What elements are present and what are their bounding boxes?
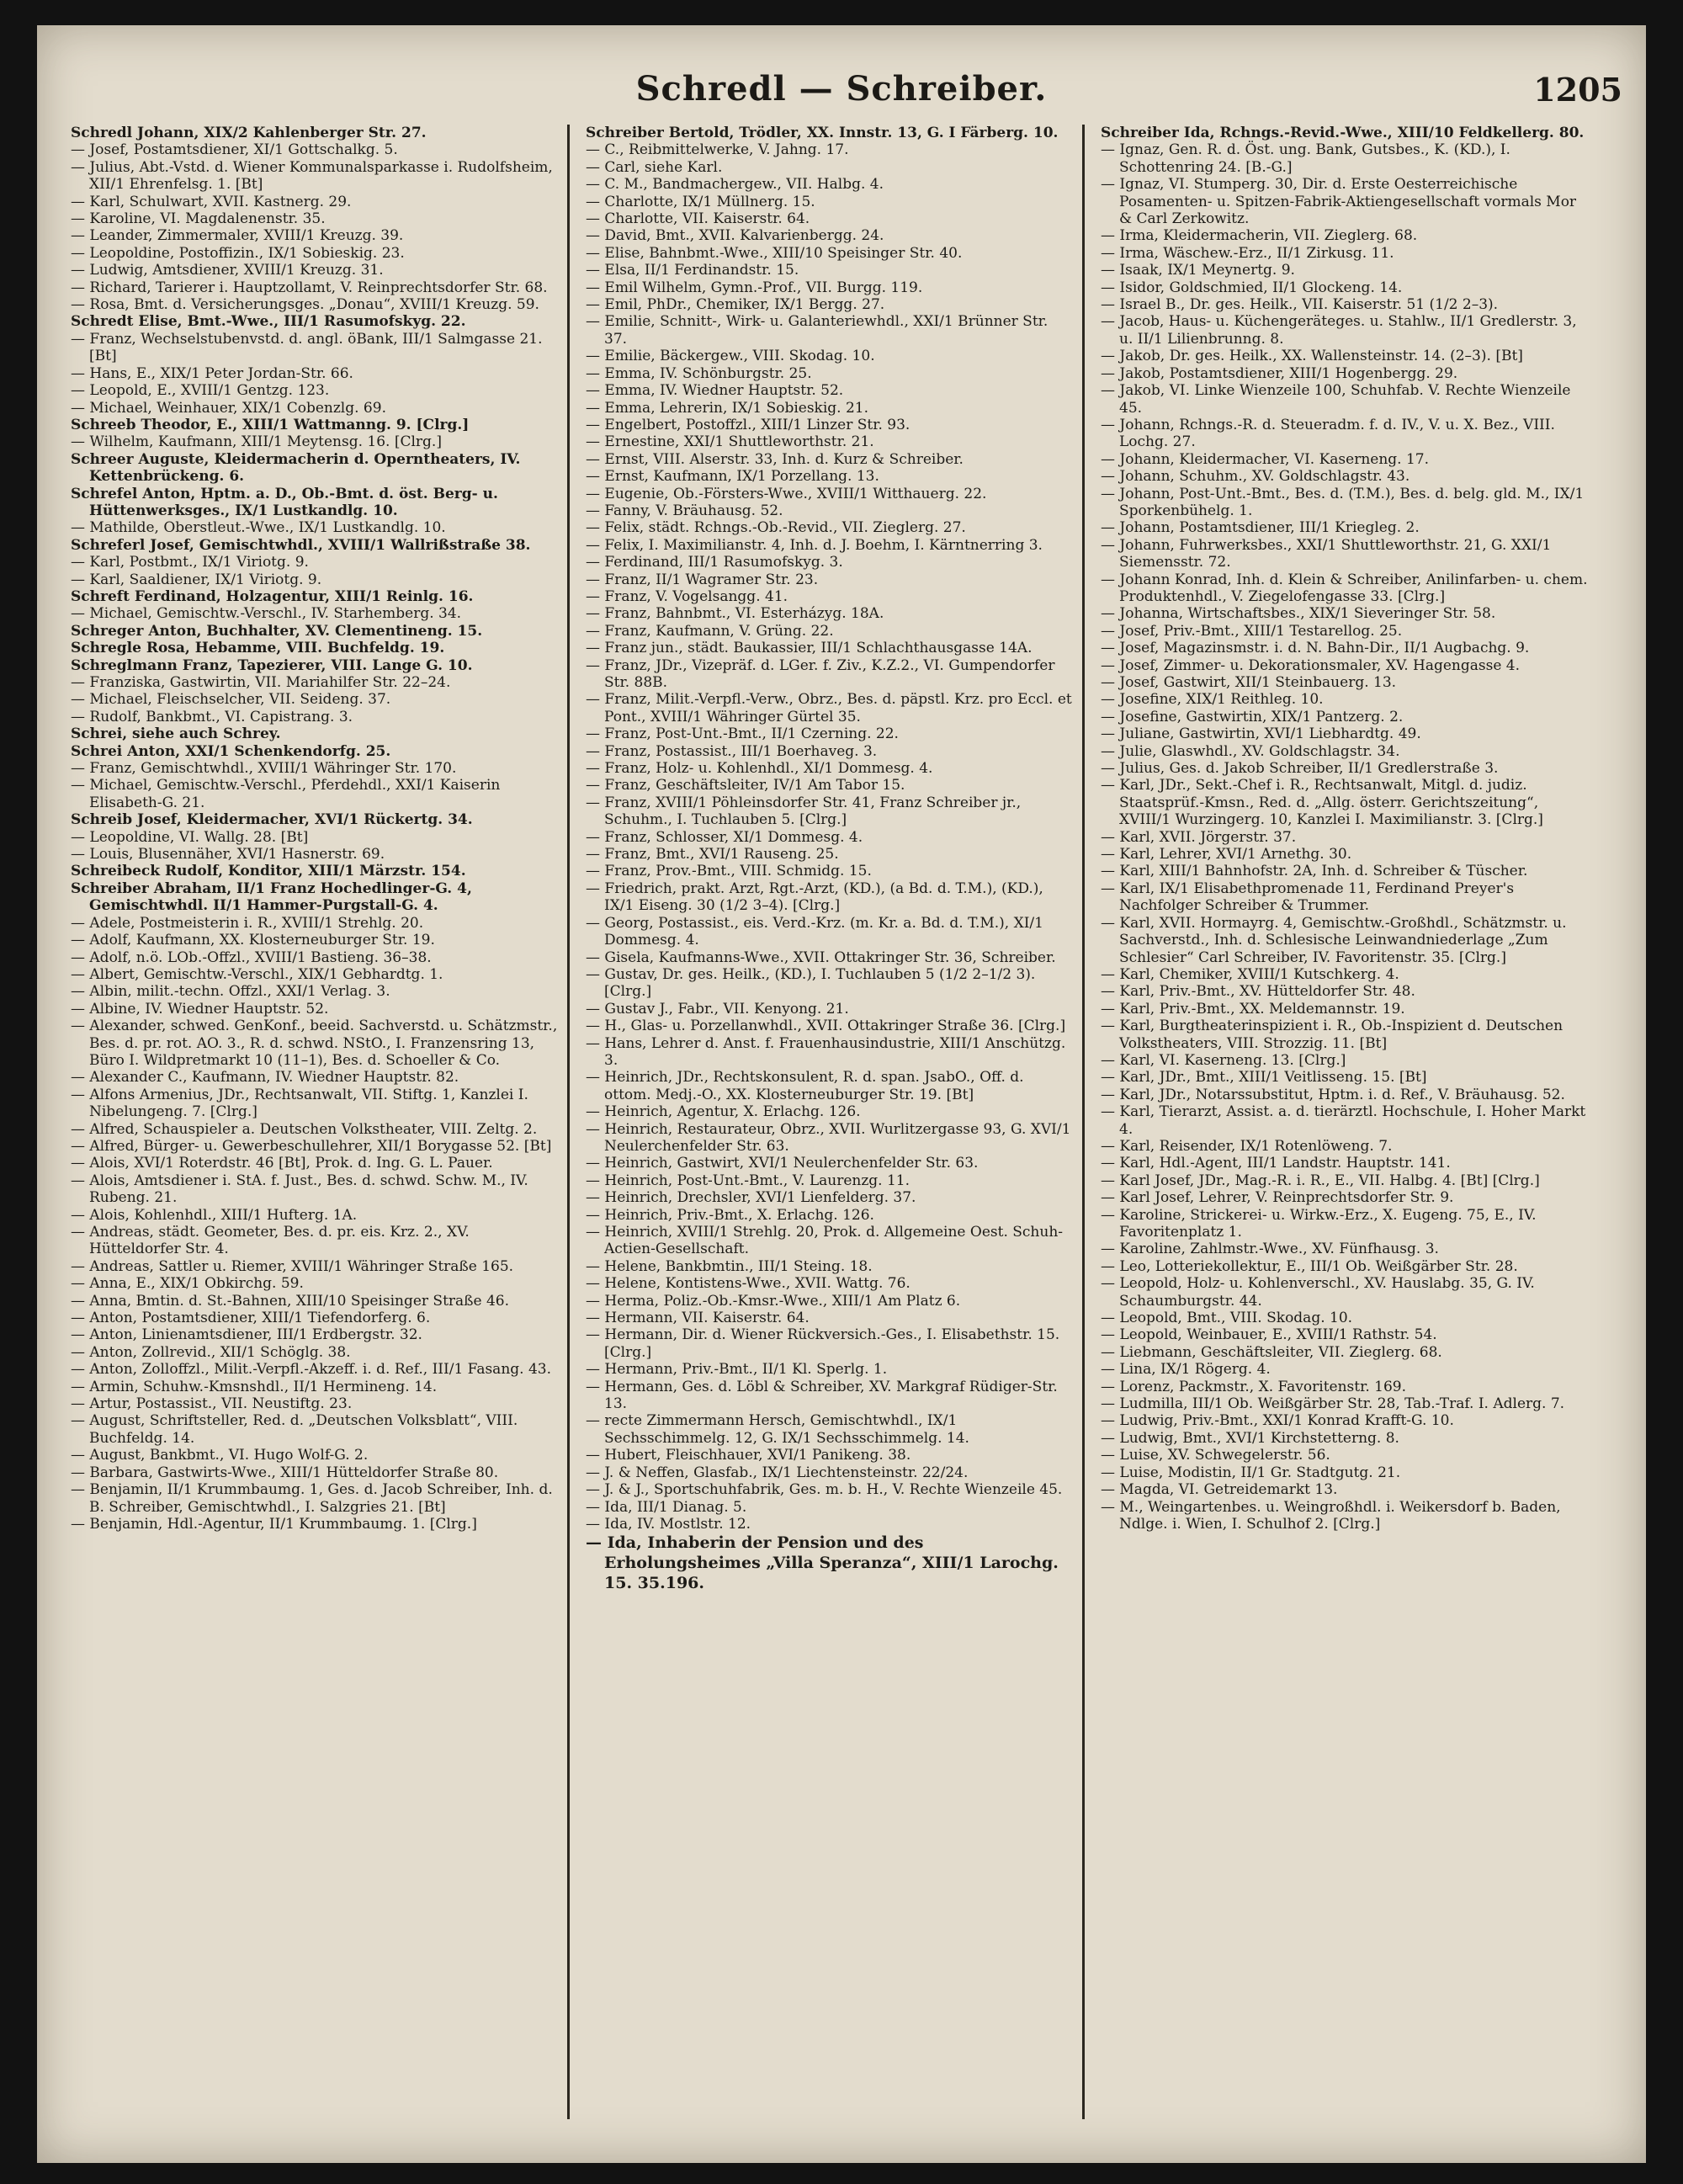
directory-entry: — Karl, XVII. Hormayrg. 4, Gemischtw.-Großhdl., Schätzmstr. u. Sachverstd., Inh. d. Schlesische Leinwandniederlage „Zum Schlesier“ Carl Schreiber, IV. Favoritenstr. 35. [Clrg.] (1101, 914, 1567, 966)
directory-entry: — recte Zimmermann Hersch, Gemischtwhdl., IX/1 Sechsschimmelg. 12, G. IX/1 Sechsschimmelg. 14. (586, 1412, 969, 1447)
directory-entry: Schregle Rosa, Hebamme, VIII. Buchfeldg. 19. (71, 640, 445, 657)
directory-entry: — Ida, III/1 Dianag. 5. (586, 1498, 747, 1516)
directory-entry: — Mathilde, Oberstleut.-Wwe., IX/1 Lustkandlg. 10. (71, 519, 446, 537)
directory-entry: — Julius, Abt.-Vstd. d. Wiener Kommunalsparkasse i. Rudolfsheim, XII/1 Ehrenfelsg. 1. [Bt] (71, 158, 553, 194)
directory-page (37, 25, 1646, 2163)
directory-entry: — Karl, Reisender, IX/1 Rotenlöweng. 7. (1101, 1137, 1393, 1155)
directory-entry: — Michael, Gemischtw.-Verschl., IV. Starhemberg. 34. (71, 605, 462, 623)
directory-entry: — Albine, IV. Wiedner Hauptstr. 52. (71, 1000, 329, 1018)
directory-entry: — Emma, Lehrerin, IX/1 Sobieskig. 21. (586, 399, 869, 417)
directory-entry: — Leopold, Bmt., VIII. Skodag. 10. (1101, 1310, 1353, 1327)
directory-entry: — Alfred, Schauspieler a. Deutschen Volkstheater, VIII. Zeltg. 2. (71, 1120, 538, 1138)
directory-entry: — J. & Neffen, Glasfab., IX/1 Liechtensteinstr. 22/24. (586, 1464, 969, 1481)
directory-entry: — Richard, Tarierer i. Hauptzollamt, V. Reinprechtsdorfer Str. 68. (71, 279, 548, 296)
directory-entry: Schreglmann Franz, Tapezierer, VIII. Lange G. 10. (71, 656, 473, 674)
directory-entry: — Leopold, E., XVIII/1 Gentzg. 123. (71, 382, 330, 400)
directory-entry: — Adele, Postmeisterin i. R., XVIII/1 Strehlg. 20. (71, 914, 424, 932)
directory-entry: Schreib Josef, Kleidermacher, XVI/1 Rückertg. 34. (71, 811, 473, 829)
directory-entry: — Ignaz, Gen. R. d. Öst. ung. Bank, Gutsbes., K. (KD.), I. Schottenring 24. [B.-G.] (1101, 141, 1510, 176)
directory-entry: — Hermann, Ges. d. Löbl & Schreiber, XV. Markgraf Rüdiger-Str. 13. (586, 1378, 1058, 1413)
directory-entry: — Leo, Lotteriekollektur, E., III/1 Ob. Weißgärber Str. 28. (1101, 1257, 1518, 1275)
directory-entry: — Karl, Priv.-Bmt., XV. Hütteldorfer Str. 48. (1101, 983, 1415, 1001)
directory-entry: — Jakob, Postamtsdiener, XIII/1 Hogenbergg. 29. (1101, 364, 1458, 382)
directory-entry: Schreiber Ida, Rchngs.-Revid.-Wwe., XIII/10 Feldkellerg. 80. (1101, 125, 1585, 141)
directory-entry: — Josefine, XIX/1 Reithleg. 10. (1101, 691, 1324, 709)
directory-entry: — Benjamin, Hdl.-Agentur, II/1 Krummbaumg. 1. [Clrg.] (71, 1515, 477, 1533)
directory-entry: Schreiber Abraham, II/1 Franz Hochedlinger-G. 4, Gemischtwhdl. II/1 Hammer-Purgstall-G. 4. (71, 879, 472, 915)
directory-entry: — Franziska, Gastwirtin, VII. Mariahilfer Str. 22–24. (71, 674, 451, 691)
directory-entry: Schrefel Anton, Hptm. a. D., Ob.-Bmt. d. öst. Berg- u. Hüttenwerksges., IX/1 Lustkandlg. 10. (71, 485, 498, 519)
directory-entry: — Michael, Gemischtw.-Verschl., Pferdehdl., XXI/1 Kaiserin Elisabeth-G. 21. (71, 777, 501, 811)
directory-entry: — M., Weingartenbes. u. Weingroßhdl. i. Weikersdorf b. Baden, Ndlge. i. Wien, I. Schulhof 2. [Clrg.] (1101, 1498, 1561, 1533)
directory-entry: — Heinrich, Post-Unt.-Bmt., V. Laurenzg. 11. (586, 1172, 911, 1189)
directory-entry: — Franz, Prov.-Bmt., VIII. Schmidg. 15. (586, 863, 872, 880)
directory-entry: — Michael, Weinhauer, XIX/1 Cobenzlg. 69. (71, 399, 386, 417)
directory-entry: — Karl Josef, Lehrer, V. Reinprechtsdorfer Str. 9. (1101, 1189, 1454, 1207)
directory-entry: — Franz, Post-Unt.-Bmt., II/1 Czerning. 22. (586, 725, 899, 743)
directory-entry: — Franz, Wechselstubenvstd. d. angl. öBank, III/1 Salmgasse 21. [Bt] (71, 330, 543, 365)
directory-entry: — Ernestine, XXI/1 Shuttleworthstr. 21. (586, 433, 874, 451)
directory-entry: — Elsa, II/1 Ferdinandstr. 15. (586, 262, 799, 279)
directory-entry: — Josef, Magazinsmstr. i. d. N. Bahn-Dir., II/1 Augbachg. 9. (1101, 640, 1530, 657)
directory-entry: — Leopold, Weinbauer, E., XVIII/1 Rathstr. 54. (1101, 1326, 1437, 1344)
directory-entry: — Louis, Blusennäher, XVI/1 Hasnerstr. 69. (71, 846, 385, 864)
directory-entry: — Hermann, Priv.-Bmt., II/1 Kl. Sperlg. 1. (586, 1361, 888, 1379)
directory-entry: — Eugenie, Ob.-Försters-Wwe., XVIII/1 Witthauerg. 22. (586, 485, 987, 502)
directory-entry: — Franz, Bahnbmt., VI. Esterházyg. 18A. (586, 605, 884, 623)
directory-entry: — Gustav J., Fabr., VII. Kenyong. 21. (586, 1000, 849, 1018)
running-title: Schredl — Schreiber. (635, 69, 1048, 109)
directory-entry: — Michael, Fleischselcher, VII. Seideng. 37. (71, 691, 391, 709)
directory-entry: — Charlotte, IX/1 Müllnerg. 15. (586, 193, 815, 210)
directory-entry: — Magda, VI. Getreidemarkt 13. (1101, 1481, 1338, 1499)
directory-entry: — Heinrich, Agentur, X. Erlachg. 126. (586, 1103, 861, 1121)
directory-entry: — Rosa, Bmt. d. Versicherungsges. „Donau“, XVIII/1 Kreuzg. 59. (71, 296, 539, 314)
column-rule-2 (1082, 125, 1085, 2119)
directory-entry: — Emil, PhDr., Chemiker, IX/1 Bergg. 27. (586, 296, 885, 314)
directory-entry: — Anna, Bmtin. d. St.-Bahnen, XIII/10 Speisinger Straße 46. (71, 1292, 510, 1310)
directory-entry: — Hermann, Dir. d. Wiener Rückversich.-Ges., I. Elisabethstr. 15. [Clrg.] (586, 1326, 1060, 1361)
directory-entry: — Ignaz, VI. Stumperg. 30, Dir. d. Erste Oesterreichische Posamenten- u. Spitzen-Fabrik-Aktiengesellschaft vormals Mor & Carl Zerkowitz. (1101, 176, 1577, 228)
directory-entry: Schreer Auguste, Kleidermacherin d. Operntheaters, IV. Kettenbrückeng. 6. (71, 450, 521, 486)
directory-entry: — Lorenz, Packmstr., X. Favoritenstr. 169. (1101, 1378, 1407, 1395)
directory-entry: — Josef, Priv.-Bmt., XIII/1 Testarellog. 25. (1101, 622, 1403, 640)
directory-entry: — Fanny, V. Bräuhausg. 52. (586, 502, 783, 519)
directory-entry: — Anton, Linienamtsdiener, III/1 Erdbergstr. 32. (71, 1326, 422, 1344)
directory-entry: — August, Schriftsteller, Red. d. „Deutschen Volksblatt“, VIII. Buchfeldg. 14. (71, 1412, 518, 1447)
directory-entry: — Felix, städt. Rchngs.-Ob.-Revid., VII. Zieglerg. 27. (586, 519, 966, 537)
directory-entry: — Leopold, Holz- u. Kohlenverschl., XV. Hauslabg. 35, G. IV. Schaumburgstr. 44. (1101, 1275, 1535, 1310)
directory-entry: — Jakob, Dr. ges. Heilk., XX. Wallensteinstr. 14. (2–3). [Bt] (1101, 348, 1523, 365)
directory-entry: Schrei Anton, XXI/1 Schenkendorfg. 25. (71, 742, 391, 760)
directory-entry: Schreferl Josef, Gemischtwhdl., XVIII/1 Wallrißstraße 38. (71, 536, 531, 554)
directory-entry: — Johann, Postamtsdiener, III/1 Kriegleg. 2. (1101, 519, 1420, 537)
directory-entry: — Ludwig, Bmt., XVI/1 Kirchstetterng. 8. (1101, 1429, 1399, 1447)
directory-entry: — Karoline, VI. Magdalenenstr. 35. (71, 210, 326, 228)
directory-entry: — Alfons Armenius, JDr., Rechtsanwalt, VII. Stiftg. 1, Kanzlei I. Nibelungeng. 7. [Clrg.] (71, 1086, 528, 1121)
column-2 (586, 125, 1074, 2128)
directory-entry: Schredl Johann, XIX/2 Kahlenberger Str. 27. (71, 125, 427, 141)
directory-entry: — Alfred, Bürger- u. Gewerbeschullehrer, XII/1 Borygasse 52. [Bt] (71, 1137, 552, 1155)
directory-entry: — J. & J., Sportschuhfabrik, Ges. m. b. H., V. Rechte Wienzeile 45. (586, 1481, 1063, 1499)
directory-entry: — Lina, IX/1 Rögerg. 4. (1101, 1361, 1271, 1379)
directory-entry: — Karl, XVII. Jörgerstr. 37. (1101, 828, 1297, 846)
directory-entry: — Karl, Chemiker, XVIII/1 Kutschkerg. 4. (1101, 965, 1399, 983)
directory-entry: — Franz, Holz- u. Kohlenhdl., XI/1 Dommesg. 4. (586, 760, 933, 778)
directory-entry: — Alois, Amtsdiener i. StA. f. Just., Bes. d. schwd. Schw. M., IV. Rubeng. 21. (71, 1172, 528, 1207)
directory-entry: — Luise, XV. Schwegelerstr. 56. (1101, 1447, 1330, 1464)
directory-entry: — Hans, E., XIX/1 Peter Jordan-Str. 66. (71, 364, 353, 382)
directory-entry: — Alois, Kohlenhdl., XIII/1 Hufterg. 1A. (71, 1206, 358, 1224)
directory-entry: — Franz, JDr., Vizepräf. d. LGer. f. Ziv., K.Z.2., VI. Gumpendorfer Str. 88B. (586, 656, 1055, 691)
page-number: 1205 (1533, 71, 1622, 109)
directory-entry: — Ernst, Kaufmann, IX/1 Porzellang. 13. (586, 468, 879, 486)
directory-entry: — Emil Wilhelm, Gymn.-Prof., VII. Burgg. 119. (586, 279, 923, 296)
directory-entry: — Gisela, Kaufmanns-Wwe., XVII. Ottakringer Str. 36, Schreiber. (586, 949, 1056, 966)
directory-entry: — Karl, Tierarzt, Assist. a. d. tierärztl. Hochschule, I. Hoher Markt 4. (1101, 1103, 1586, 1138)
directory-entry: — Johann, Post-Unt.-Bmt., Bes. d. (T.M.), Bes. d. belg. gld. M., IX/1 Sporkenbühelg. 1. (1101, 485, 1585, 519)
directory-entry: — Julius, Ges. d. Jakob Schreiber, II/1 Gredlerstraße 3. (1101, 760, 1499, 778)
directory-entry: — Franz, Kaufmann, V. Grüng. 22. (586, 622, 834, 640)
column-3 (1101, 125, 1589, 2128)
directory-entry: — Felix, I. Maximilianstr. 4, Inh. d. J. Boehm, I. Kärntnerring 3. (586, 536, 1043, 554)
directory-entry: — Franz, Milit.-Verpfl.-Verw., Obrz., Bes. d. päpstl. Krz. pro Eccl. et Pont., XVIII/1 Währinger Gürtel 35. (586, 691, 1072, 725)
directory-entry: — Andreas, Sattler u. Riemer, XVIII/1 Währinger Straße 165. (71, 1257, 514, 1275)
directory-entry: — Anton, Zollrevid., XII/1 Schöglg. 38. (71, 1343, 351, 1361)
directory-entry: — Karoline, Strickerei- u. Wirkw.-Erz., X. Eugeng. 75, E., IV. Favoritenplatz 1. (1101, 1206, 1537, 1241)
directory-entry: — Josefine, Gastwirtin, XIX/1 Pantzerg. 2. (1101, 708, 1404, 725)
directory-entry: — David, Bmt., XVII. Kalvarienbergg. 24. (586, 227, 884, 245)
directory-entry: — Karl, IX/1 Elisabethpromenade 11, Ferdinand Preyer's Nachfolger Schreiber & Trummer. (1101, 879, 1515, 915)
directory-entry: — Johanna, Wirtschaftsbes., XIX/1 Sieveringer Str. 58. (1101, 605, 1496, 623)
directory-entry: — Karl, JDr., Sekt.-Chef i. R., Rechtsanwalt, Mitgl. d. judiz. Staatsprüf.-Kmsn., Red. d. „Allg. österr. Gerichtszeitung“, XVIII/1 Wurzingerg. 10, Kanzlei I. Maximilianstr. 3. [Clrg.] (1101, 777, 1543, 829)
directory-entry: — Juliane, Gastwirtin, XVI/1 Liebhardtg. 49. (1101, 725, 1421, 743)
directory-entry: — Jacob, Haus- u. Küchengeräteges. u. Stahlw., II/1 Gredlerstr. 3, u. II/1 Lilienbrunng. 8. (1101, 313, 1577, 348)
directory-entry: — Karl, Postbmt., IX/1 Viriotg. 9. (71, 554, 309, 571)
directory-entry: — Heinrich, Gastwirt, XVI/1 Neulerchenfelder Str. 63. (586, 1155, 979, 1172)
directory-entry: — Gustav, Dr. ges. Heilk., (KD.), I. Tuchlauben 5 (1/2 2–1/2 3). [Clrg.] (586, 965, 1036, 1001)
directory-entry: — Franz, XVIII/1 Pöhleinsdorfer Str. 41, Franz Schreiber jr., Schuhm., I. Tuchlauben 5. [Clrg.] (586, 794, 1022, 829)
directory-entry: — Johann Konrad, Inh. d. Klein & Schreiber, Anilinfarben- u. chem. Produktenhdl., V. Ziegelofengasse 33. [Clrg.] (1101, 571, 1588, 605)
directory-entry: — Karl, Hdl.-Agent, III/1 Landstr. Hauptstr. 141. (1101, 1155, 1451, 1172)
directory-entry: — Heinrich, Drechsler, XVI/1 Lienfelderg. 37. (586, 1189, 916, 1207)
directory-entry: — Johann, Fuhrwerksbes., XXI/1 Shuttleworthstr. 21, G. XXI/1 Siemensstr. 72. (1101, 536, 1552, 571)
directory-entry: — Emilie, Schnitt-, Wirk- u. Galanteriewhdl., XXI/1 Brünner Str. 37. (586, 313, 1049, 348)
directory-entry: Schrei, siehe auch Schrey. (71, 725, 281, 743)
directory-entry: — Leopoldine, VI. Wallg. 28. [Bt] (71, 828, 309, 846)
directory-entry: — Ludmilla, III/1 Ob. Weißgärber Str. 28, Tab.-Traf. I. Adlerg. 7. (1101, 1395, 1565, 1413)
directory-entry: — Ferdinand, III/1 Rasumofskyg. 3. (586, 554, 843, 571)
directory-entry: — Helene, Bankbmtin., III/1 Steing. 18. (586, 1257, 873, 1275)
directory-entry: — Luise, Modistin, II/1 Gr. Stadtgutg. 21. (1101, 1464, 1401, 1481)
directory-entry: — Franz, Gemischtwhdl., XVIII/1 Währinger Str. 170. (71, 760, 457, 778)
directory-entry: — Charlotte, VII. Kaiserstr. 64. (586, 210, 810, 228)
directory-entry: — C. M., Bandmachergew., VII. Halbg. 4. (586, 176, 884, 194)
directory-entry: — Julie, Glaswhdl., XV. Goldschlagstr. 34. (1101, 742, 1400, 760)
directory-entry: — Elise, Bahnbmt.-Wwe., XIII/10 Speisinger Str. 40. (586, 244, 963, 262)
directory-entry: — Isidor, Goldschmied, II/1 Glockeng. 14. (1101, 279, 1403, 296)
directory-entry: — Helene, Kontistens-Wwe., XVII. Wattg. 76. (586, 1275, 911, 1293)
directory-entry: — Liebmann, Geschäftsleiter, VII. Zieglerg. 68. (1101, 1343, 1442, 1361)
directory-entry: — Hubert, Fleischhauer, XVI/1 Panikeng. 38. (586, 1447, 911, 1464)
directory-entry: — Heinrich, Priv.-Bmt., X. Erlachg. 126. (586, 1206, 874, 1224)
directory-entry: — Heinrich, XVIII/1 Strehlg. 20, Prok. d. Allgemeine Oest. Schuh-Actien-Gesellschaft. (586, 1224, 1064, 1258)
directory-entry: — Ida, Inhaberin der Pension und des Erholungsheimes „Villa Speranza“, XIII/1 Larochg. 15. 35.196. (586, 1533, 1059, 1593)
directory-entry: — Rudolf, Bankbmt., VI. Capistrang. 3. (71, 708, 353, 725)
directory-entry: — Alexander, schwed. GenKonf., beeid. Sachverstd. u. Schätzmstr., Bes. d. pr. rot. AO. 3., R. d. schwd. NStO., I. Franzensring 13, Büro I. Wildpretmarkt 10 (11–1), Bes. d. Schoeller & Co. (71, 1018, 558, 1069)
directory-entry: — Friedrich, prakt. Arzt, Rgt.-Arzt, (KD.), (a Bd. d. T.M.), (KD.), IX/1 Eiseng. 30 (1/2 3–4). [Clrg.] (586, 879, 1043, 915)
directory-entry: — Franz, Schlosser, XI/1 Dommesg. 4. (586, 828, 863, 846)
directory-entry: — Karoline, Zahlmstr.-Wwe., XV. Fünfhausg. 3. (1101, 1241, 1439, 1258)
directory-entry: — Josef, Gastwirt, XII/1 Steinbauerg. 13. (1101, 674, 1397, 691)
directory-entry: — Armin, Schuhw.-Kmsnshdl., II/1 Hermineng. 14. (71, 1378, 438, 1395)
directory-entry: — Emma, IV. Wiedner Hauptstr. 52. (586, 382, 844, 400)
directory-entry: — Israel B., Dr. ges. Heilk., VII. Kaiserstr. 51 (1/2 2–3). (1101, 296, 1499, 314)
directory-entry: — H., Glas- u. Porzellanwhdl., XVII. Ottakringer Straße 36. [Clrg.] (586, 1018, 1066, 1035)
directory-entry: — Ludwig, Priv.-Bmt., XXI/1 Konrad Krafft-G. 10. (1101, 1412, 1454, 1430)
directory-entry: — Anton, Postamtsdiener, XIII/1 Tiefendorferg. 6. (71, 1310, 431, 1327)
directory-entry: — Ernst, VIII. Alserstr. 33, Inh. d. Kurz & Schreiber. (586, 450, 964, 468)
column-rule-1 (567, 125, 570, 2119)
directory-entry: — August, Bankbmt., VI. Hugo Wolf-G. 2. (71, 1447, 369, 1464)
directory-entry: — Leopoldine, Postoffizin., IX/1 Sobieskig. 23. (71, 244, 405, 262)
directory-entry: — Carl, siehe Karl. (586, 158, 723, 176)
directory-entry: — Heinrich, Restaurateur, Obrz., XVII. Wurlitzergasse 93, G. XVI/1 Neulerchenfelder Str. 63. (586, 1120, 1071, 1155)
directory-entry: — Artur, Postassist., VII. Neustiftg. 23. (71, 1395, 353, 1413)
directory-entry: — Anton, Zolloffzl., Milit.-Verpfl.-Akzeff. i. d. Ref., III/1 Fasang. 43. (71, 1361, 551, 1379)
directory-entry: — Emilie, Bäckergew., VIII. Skodag. 10. (586, 348, 875, 365)
directory-entry: — Josef, Postamtsdiener, XI/1 Gottschalkg. 5. (71, 141, 398, 159)
directory-entry: Schreibeck Rudolf, Konditor, XIII/1 Märzstr. 154. (71, 863, 466, 880)
directory-entry: — C., Reibmittelwerke, V. Jahng. 17. (586, 141, 849, 159)
directory-entry: — Karl, Schulwart, XVII. Kastnerg. 29. (71, 193, 352, 210)
directory-entry: — Karl, XIII/1 Bahnhofstr. 2A, Inh. d. Schreiber & Tüscher. (1101, 863, 1528, 880)
directory-entry: — Franz, Postassist., III/1 Boerhaveg. 3. (586, 742, 878, 760)
directory-entry: — Barbara, Gastwirts-Wwe., XIII/1 Hütteldorfer Straße 80. (71, 1464, 499, 1481)
directory-entry: — Georg, Postassist., eis. Verd.-Krz. (m. Kr. a. Bd. d. T.M.), XI/1 Dommesg. 4. (586, 914, 1043, 949)
directory-entry: — Johann, Rchngs.-R. d. Steueradm. f. d. IV., V. u. X. Bez., VIII. Lochg. 27. (1101, 416, 1555, 451)
directory-entry: — Hans, Lehrer d. Anst. f. Frauenhausindustrie, XIII/1 Anschützg. 3. (586, 1034, 1066, 1069)
directory-entry: — Karl, JDr., Notarssubstitut, Hptm. i. d. Ref., V. Bräuhausg. 52. (1101, 1086, 1565, 1103)
directory-entry: — Adolf, Kaufmann, XX. Klosterneuburger Str. 19. (71, 932, 435, 949)
directory-entry: — Johann, Schuhm., XV. Goldschlagstr. 43. (1101, 468, 1410, 486)
page-header (37, 59, 1646, 118)
directory-entry: — Ludwig, Amtsdiener, XVIII/1 Kreuzg. 31. (71, 262, 384, 279)
directory-entry: — Emma, IV. Schönburgstr. 25. (586, 364, 812, 382)
directory-entry: — Franz, Geschäftsleiter, IV/1 Am Tabor 15. (586, 777, 905, 794)
directory-entry: — Franz, II/1 Wagramer Str. 23. (586, 571, 819, 588)
directory-entry: Schreiber Bertold, Trödler, XX. Innstr. 13, G. I Färberg. 10. (586, 125, 1059, 141)
directory-entry: — Anna, E., XIX/1 Obkirchg. 59. (71, 1275, 304, 1293)
directory-entry: — Karl, Lehrer, XVI/1 Arnethg. 30. (1101, 846, 1352, 864)
directory-entry: — Alexander C., Kaufmann, IV. Wiedner Hauptstr. 82. (71, 1069, 459, 1087)
directory-entry: — Heinrich, JDr., Rechtskonsulent, R. d. span. JsabO., Off. d. ottom. Medj.-O., XX. Klosterneuburger Str. 19. [Bt] (586, 1069, 1024, 1103)
directory-entry: — Herma, Poliz.-Ob.-Kmsr.-Wwe., XIII/1 Am Platz 6. (586, 1292, 961, 1310)
directory-entry: Schreger Anton, Buchhalter, XV. Clementineng. 15. (71, 622, 483, 640)
directory-entry: — Wilhelm, Kaufmann, XIII/1 Meytensg. 16. [Clrg.] (71, 433, 442, 451)
directory-entry: — Karl, Priv.-Bmt., XX. Meldemannstr. 19. (1101, 1000, 1405, 1018)
directory-entry: — Josef, Zimmer- u. Dekorationsmaler, XV. Hagengasse 4. (1101, 656, 1521, 674)
directory-entry: — Franz, Bmt., XVI/1 Rauseng. 25. (586, 846, 839, 864)
directory-entry: — Alois, XVI/1 Roterdstr. 46 [Bt], Prok. d. Ing. G. L. Pauer. (71, 1155, 493, 1172)
directory-entry: — Karl Josef, JDr., Mag.-R. i. R., E., VII. Halbg. 4. [Bt] [Clrg.] (1101, 1172, 1540, 1189)
directory-entry: — Leander, Zimmermaler, XVIII/1 Kreuzg. 39. (71, 227, 404, 245)
directory-entry: — Karl, VI. Kaserneng. 13. [Clrg.] (1101, 1051, 1346, 1069)
directory-entry: — Karl, Burgtheaterinspizient i. R., Ob.-Inspizient d. Deutschen Volkstheaters, VIII. Strozzig. 11. [Bt] (1101, 1018, 1564, 1052)
directory-entry: — Johann, Kleidermacher, VI. Kaserneng. 17. (1101, 450, 1430, 468)
directory-entry: Schredt Elise, Bmt.-Wwe., III/1 Rasumofskyg. 22. (71, 313, 466, 331)
directory-entry: — Franz, V. Vogelsangg. 41. (586, 587, 788, 605)
directory-entry: — Irma, Wäschew.-Erz., II/1 Zirkusg. 11. (1101, 244, 1394, 262)
directory-entry: — Irma, Kleidermacherin, VII. Zieglerg. 68. (1101, 227, 1418, 245)
directory-entry: — Andreas, städt. Geometer, Bes. d. pr. eis. Krz. 2., XV. Hütteldorfer Str. 4. (71, 1224, 470, 1258)
directory-entry: — Karl, JDr., Bmt., XIII/1 Veitlisseng. 15. [Bt] (1101, 1069, 1427, 1087)
directory-entry: — Albert, Gemischtw.-Verschl., XIX/1 Gebhardtg. 1. (71, 965, 443, 983)
column-1 (71, 125, 559, 2128)
directory-entry: — Isaak, IX/1 Meynertg. 9. (1101, 262, 1295, 279)
directory-entry: Schreft Ferdinand, Holzagentur, XIII/1 Reinlg. 16. (71, 587, 474, 605)
directory-entry: — Ida, IV. Mostlstr. 12. (586, 1515, 751, 1533)
directory-entry: — Adolf, n.ö. LOb.-Offzl., XVIII/1 Bastieng. 36–38. (71, 949, 432, 966)
directory-entry: — Hermann, VII. Kaiserstr. 64. (586, 1310, 810, 1327)
directory-entry: — Jakob, VI. Linke Wienzeile 100, Schuhfab. V. Rechte Wienzeile 45. (1101, 382, 1571, 417)
directory-entry: — Benjamin, II/1 Krummbaumg. 1, Ges. d. Jacob Schreiber, Inh. d. B. Schreiber, Gemischtwhdl., I. Salzgries 21. [Bt] (71, 1481, 553, 1516)
directory-entry: — Engelbert, Postoffzl., XIII/1 Linzer Str. 93. (586, 416, 911, 433)
directory-entry: — Albin, milit.-techn. Offzl., XXI/1 Verlag. 3. (71, 983, 390, 1001)
directory-entry: — Karl, Saaldiener, IX/1 Viriotg. 9. (71, 571, 322, 588)
directory-entry: — Franz jun., städt. Baukassier, III/1 Schlachthausgasse 14A. (586, 640, 1033, 657)
directory-entry: Schreeb Theodor, E., XIII/1 Wattmanng. 9. [Clrg.] (71, 416, 470, 433)
